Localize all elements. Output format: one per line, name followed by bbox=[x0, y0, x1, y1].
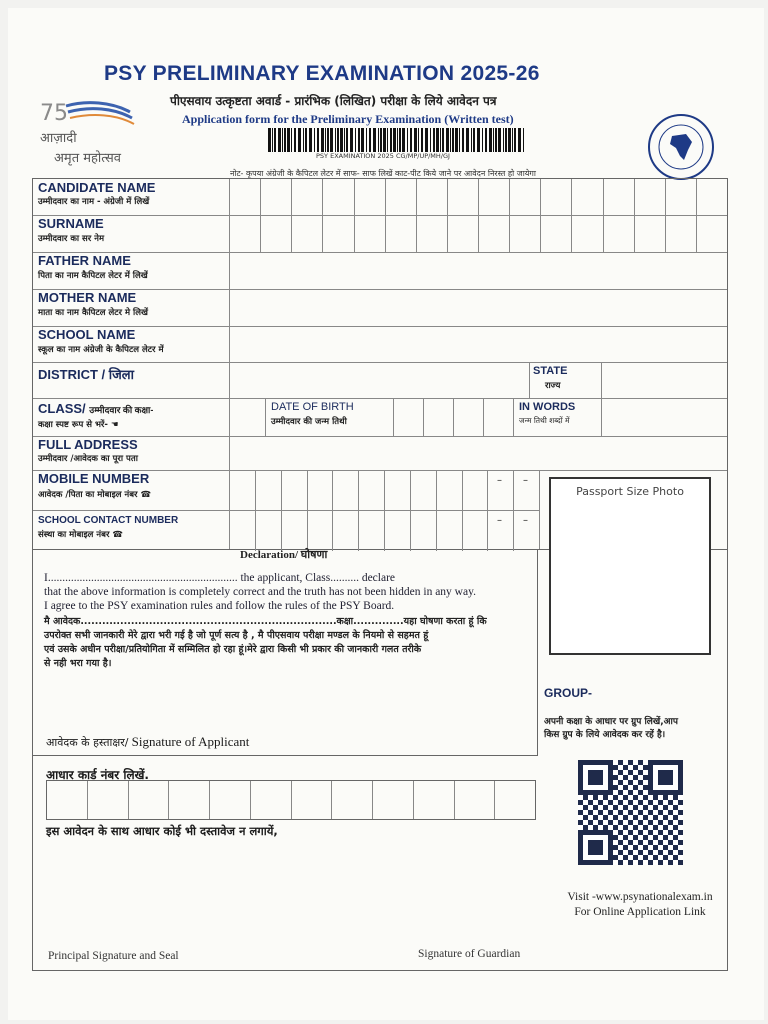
passport-photo-label: Passport Size Photo bbox=[576, 485, 684, 498]
father-name-field[interactable] bbox=[229, 253, 727, 289]
candidate-name-boxes[interactable] bbox=[229, 179, 727, 215]
school-name-label: SCHOOL NAME bbox=[38, 327, 136, 342]
school-contact-label: SCHOOL CONTACT NUMBER bbox=[38, 515, 179, 526]
visit-website-line2: For Online Application Link bbox=[574, 906, 706, 918]
svg-text:75: 75 bbox=[40, 101, 68, 126]
instruction-note: नोट- कृपया अंग्रेजी के कैपिटल लेटर में साफ- साफ लिखें काट-पीट किये जाने पर आवेदन निरस्त हो जायेगा bbox=[230, 169, 536, 178]
surname-hindi: उम्मीदवार का सर नेम bbox=[38, 234, 105, 244]
state-hindi: राज्य bbox=[545, 381, 561, 391]
class-field[interactable] bbox=[229, 399, 265, 436]
mother-name-hindi: माता का नाम कैपिटल लेटर मे लिखें bbox=[38, 308, 148, 318]
declaration-hindi-4: से नही भरा गया है। bbox=[44, 658, 112, 669]
group-label: GROUP- bbox=[544, 686, 592, 700]
bottom-border bbox=[32, 970, 728, 971]
school-contact-boxes[interactable]: – – bbox=[229, 511, 539, 551]
district-field[interactable] bbox=[229, 363, 529, 398]
address-hindi: उम्मीदवार /आवेदक का पूरा पता bbox=[38, 454, 138, 464]
class-hindi: कक्षा स्पष्ट रूप से भरें- ☚ bbox=[38, 420, 119, 430]
declaration-hindi-2: उपरोक्त सभी जानकारी मेरे द्वारा भरी गई है जो पूर्ण सत्य है , मै पीएसवाय परीक्षा मण्डल के नियमो से सहमत हूं bbox=[44, 630, 429, 641]
mother-name-label: MOTHER NAME bbox=[38, 290, 137, 305]
candidate-name-hindi: उम्मीदवार का नाम - अंग्रेजी में लिखें bbox=[38, 197, 150, 207]
group-hindi-2: किस ग्रुप के लिये आवेदक कर रहें है। bbox=[544, 730, 666, 740]
visit-website-text bbox=[550, 890, 730, 920]
mother-name-field[interactable] bbox=[229, 290, 727, 326]
father-name-row bbox=[33, 253, 727, 290]
father-name-label: FATHER NAME bbox=[38, 253, 131, 268]
declaration-line-2: that the above information is completely correct and the truth has not been hidden in any way. bbox=[44, 586, 476, 598]
class-label: CLASS/ उम्मीदवार की कक्षा- bbox=[38, 401, 154, 416]
declaration-hindi-3: एवं उसके अधीन परीक्षा/प्रतियोगिता में सम्मिलित हो रहा हूं।मेरे द्वारा किसी भी प्रकार की जानकारी गलत तरीके bbox=[44, 644, 422, 655]
aadhaar-number-boxes[interactable] bbox=[46, 780, 536, 820]
class-dob-row bbox=[33, 399, 727, 437]
candidate-name-label: CANDIDATE NAME bbox=[38, 180, 156, 195]
declaration-line-3: I agree to the PSY examination rules and follow the rules of the PSY Board. bbox=[44, 600, 395, 612]
qr-code-icon bbox=[570, 760, 690, 870]
principal-signature-label: Principal Signature and Seal bbox=[48, 950, 179, 962]
declaration-line-1: I.................................................................. the applicant, Class.......... declare bbox=[44, 572, 396, 584]
mobile-row bbox=[33, 471, 539, 511]
district-label: DISTRICT / जिला bbox=[38, 367, 134, 382]
in-words-label: IN WORDS bbox=[519, 401, 576, 413]
aadhaar-note: इस आवेदन के साथ आधार कोई भी दस्तावेज न लगायें, bbox=[46, 824, 278, 838]
barcode-text: PSY EXAMINATION 2025 CG/MP/UP/MH/GJ bbox=[316, 152, 450, 160]
mother-name-row bbox=[33, 290, 727, 327]
declaration-title: Declaration/ घोषणा bbox=[240, 549, 328, 561]
father-name-hindi: पिता का नाम कैपिटल लेटर में लिखें bbox=[38, 271, 148, 281]
page-title: PSY PRELIMINARY EXAMINATION 2025-26 bbox=[104, 62, 540, 85]
dob-boxes[interactable] bbox=[393, 399, 513, 436]
left-border bbox=[32, 756, 33, 970]
surname-label: SURNAME bbox=[38, 216, 104, 231]
logo-text-line2: अमृत महोत्सव bbox=[54, 151, 122, 166]
candidate-name-row bbox=[33, 179, 727, 216]
declaration-hindi-1: मै आवेदक.......................................................................कक्षा..............यहा घोषणा करता हूं कि bbox=[44, 616, 487, 627]
applicant-signature-label: आवेदक के हस्ताक्षर/ Signature of Applicant bbox=[46, 734, 250, 749]
national-seal-icon bbox=[646, 112, 716, 182]
school-name-row bbox=[33, 327, 727, 363]
school-contact-row bbox=[33, 511, 539, 551]
dob-hindi: उम्मीदवार की जन्म तिथी bbox=[271, 417, 347, 427]
barcode-icon bbox=[268, 128, 528, 152]
address-label: FULL ADDRESS bbox=[38, 437, 138, 452]
district-row bbox=[33, 363, 727, 399]
state-field[interactable] bbox=[601, 363, 727, 398]
school-name-hindi: स्कूल का नाम अंग्रेजी के कैपिटल लेटर में bbox=[38, 345, 164, 355]
school-contact-hindi: संस्था का मोबाइल नंबर ☎ bbox=[38, 530, 123, 540]
address-row bbox=[33, 437, 727, 471]
surname-boxes[interactable] bbox=[229, 216, 727, 252]
visit-website-line1: Visit -www.psynationalexam.in bbox=[567, 891, 713, 903]
school-name-field[interactable] bbox=[229, 327, 727, 362]
mobile-hindi: आवेदक /पिता का मोबाइल नंबर ☎ bbox=[38, 490, 152, 500]
address-field[interactable] bbox=[229, 437, 727, 470]
in-words-field[interactable] bbox=[601, 399, 727, 436]
group-hindi-1: अपनी कक्षा के आधार पर ग्रुप लिखें,आप bbox=[544, 717, 678, 727]
surname-row bbox=[33, 216, 727, 253]
english-subtitle: Application form for the Preliminary Examination (Written test) bbox=[182, 112, 514, 126]
mobile-label: MOBILE NUMBER bbox=[38, 471, 150, 486]
aadhaar-label: आधार कार्ड नंबर लिखें. bbox=[46, 768, 149, 782]
state-label: STATE bbox=[533, 365, 568, 377]
in-words-hindi: जन्म तिथी शब्दों में bbox=[519, 416, 570, 425]
guardian-signature-label: Signature of Guardian bbox=[418, 948, 521, 960]
mobile-boxes[interactable]: – – bbox=[229, 471, 539, 510]
logo-text-line1: आज़ादी bbox=[40, 131, 77, 146]
dob-label: DATE OF BIRTH bbox=[271, 401, 354, 413]
hindi-title: पीएसवाय उत्कृष्टता अवार्ड - प्रारंभिक (लिखित) परीक्षा के लिये आवेदन पत्र bbox=[170, 94, 497, 108]
